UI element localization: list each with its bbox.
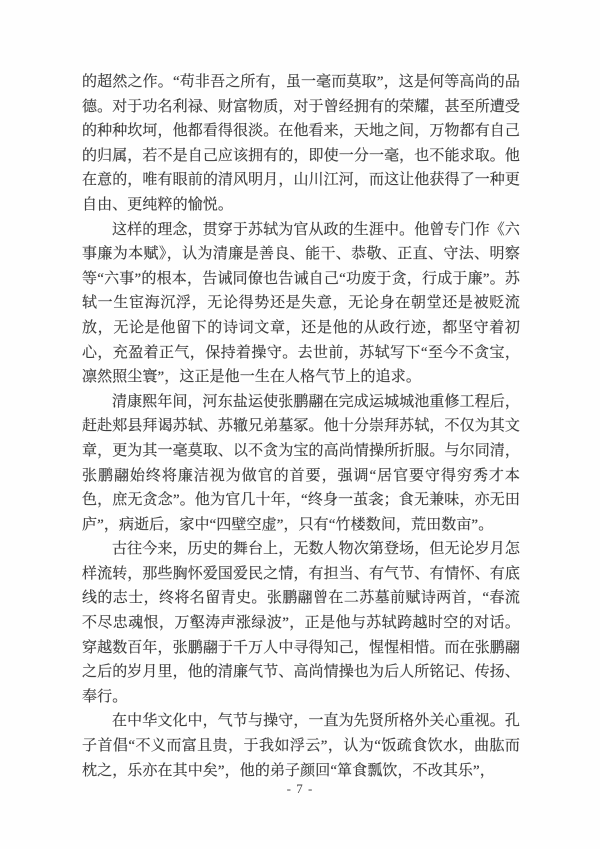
paragraph: 在中华文化中，气节与操守，一直为先贤所格外关心重视。孔子首倡“不义而富且贵，于我如浮云”，认为“饭疏食饮水，曲肱而枕之，乐亦在其中矣”，他的弟子颜回“箪食瓢饮，不改其乐”，: [82, 713, 520, 779]
paragraph: 清康熙年间，河东盐运使张鹏翮在完成运城城池重修工程后，赶赴郏县拜谒苏轼、苏辙兄弟墓冢。他十分崇拜苏轼，不仅为其文章，更为其一毫莫取、以不贪为宝的高尚情操所折服。与尔同清，张鹏翮始终将廉洁视为做官的首要，强调“居官要守得穷秀才本色，庶无贪念”。他为官几十年，“终身一茧衾；食无兼味，亦无田庐”，病逝后，家中“四壁空虚”，只有“竹楼数间，荒田数亩”。: [82, 393, 520, 533]
paragraph: 的超然之作。“苟非吾之所有，虽一毫而莫取”，这是何等高尚的品德。对于功名利禄、财富物质，对于曾经拥有的荣耀，甚至所遭受的种种坎坷，他都看得很淡。在他看来，天地之间，万物都有自己的归属，若不是自己应该拥有的，即使一分一毫，也不能求取。他在意的，唯有眼前的清风明月，山川江河，而这让他获得了一种更自由、更纯粹的愉悦。: [82, 74, 520, 213]
document-body: [82, 70, 520, 783]
paragraph: 这样的理念，贯穿于苏轼为官从政的生涯中。他曾专门作《六事廉为本赋》，认为清廉是善良、能干、恭敬、正直、守法、明察等“六事”的根本，告诫同僚也告诫自己“功废于贪，行成于廉”。苏轼一生宦海沉浮，无论得势还是失意，无论身在朝堂还是被贬流放，无论是他留下的诗词文章，还是他的从政行迹，都坚守着初心，充盈着正气，保持着操守。去世前，苏轼写下“至今不贪宝，凛然照尘寰”，这正是他一生在人格气节上的追求。: [82, 221, 520, 386]
page-number: - 7 -: [286, 781, 314, 796]
paragraph: 古往今来，历史的舞台上，无数人物次第登场，但无论岁月怎样流转，那些胸怀爱国爱民之情，有担当、有气节、有情怀、有底线的志士，终将名留青史。张鹏翮曾在二苏墓前赋诗两首，“春流不尽忠魂恨，万壑涛声涨绿波”，正是他与苏轼跨越时空的对话。穿越数百年，张鹏翮于千万人中寻得知己，惺惺相惜。而在张鹏翮之后的岁月里，他的清廉气节、高尚情操也为后人所铭记、传扬、奉行。: [82, 541, 520, 705]
